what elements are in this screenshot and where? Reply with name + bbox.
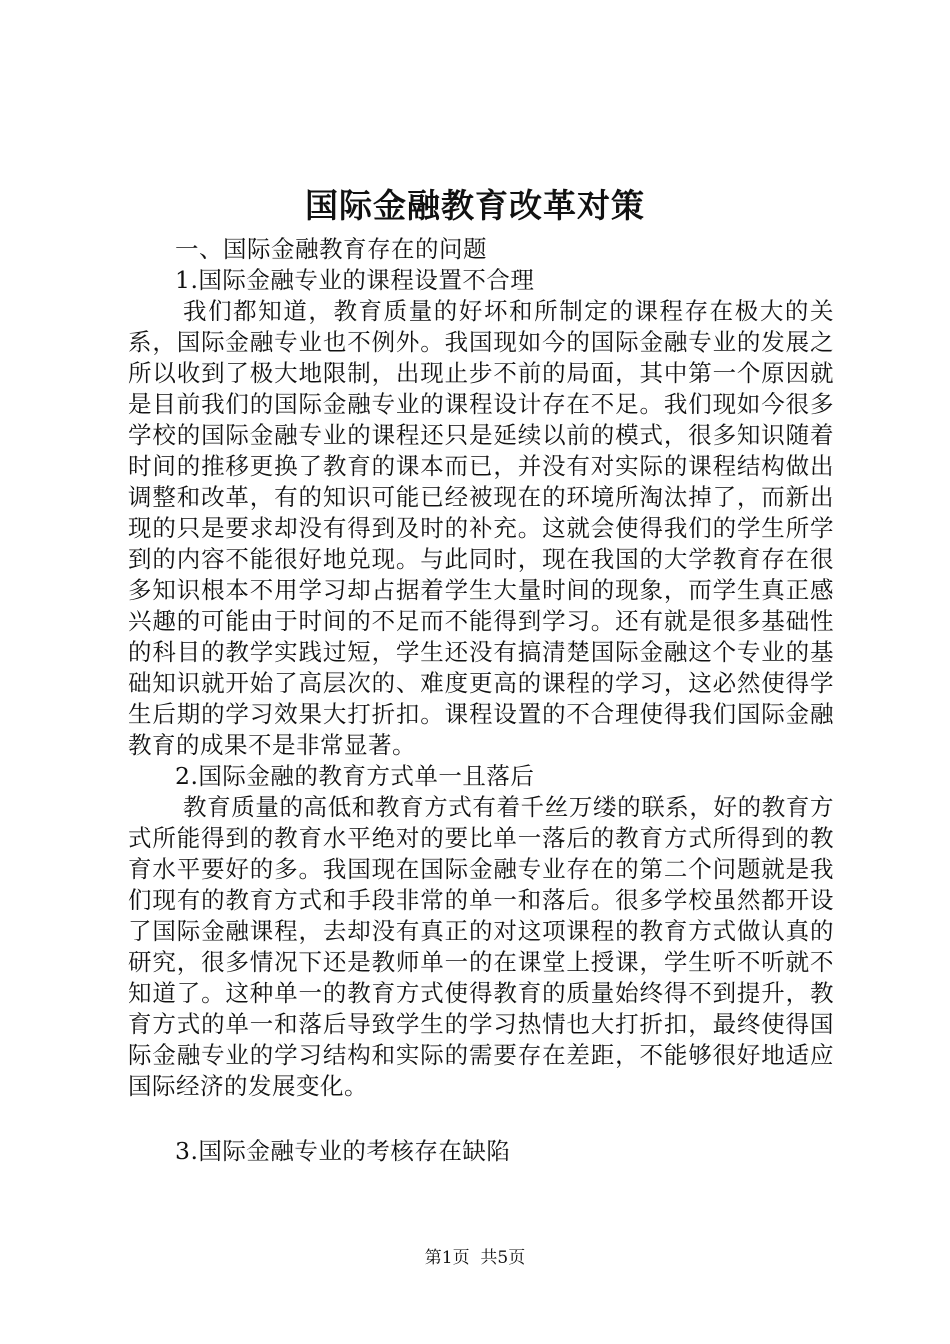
subsection-heading-1: 1.国际金融专业的课程设置不合理 xyxy=(175,266,535,294)
paragraph-1: 我们都知道，教育质量的好坏和所制定的课程存在极大的关系，国际金融专业也不例外。我国现如今的国际金融专业的发展之所以收到了极大地限制，出现止步不前的局面，其中第一个原因就是目前我们的国际金融专业的课程设计存在不足。我们现如今很多学校的国际金融专业的课程还只是延续以前的模式，很多知识随着时间的推移更换了教育的课本而已，并没有对实际的课程结构做出调整和改革，有的知识可能已经被现在的环境所淘汰掉了，而新出现的只是要求却没有得到及时的补充。这就会使得我们的学生所学到的内容不能很好地兑现。与此同时，现在我国的大学教育存在很多知识根本不用学习却占据着学生大量时间的现象，而学生真正感兴趣的可能由于时间的不足而不能得到学习。还有就是很多基础性的科目的教学实践过短，学生还没有搞清楚国际金融这个专业的基础知识就开始了高层次的、难度更高的课程的学习，这必然使得学生后期的学习效果大打折扣。课程设置的不合理使得我们国际金融教育的成果不是非常显著。 xyxy=(128,297,834,759)
paragraph-2: 教育质量的高低和教育方式有着千丝万缕的联系，好的教育方式所能得到的教育水平绝对的要比单一落后的教育方式所得到的教育水平要好的多。我国现在国际金融专业存在的第二个问题就是我们现有的教育方式和手段非常的单一和落后。很多学校虽然都开设了国际金融课程，去却没有真正的对这项课程的教育方式做认真的研究，很多情况下还是教师单一的在课堂上授课，学生听不听就不知道了。这种单一的教育方式使得教育的质量始终得不到提升，教育方式的单一和落后导致学生的学习热情也大打折扣，最终使得国际金融专业的学习结构和实际的需要存在差距，不能够很好地适应国际经济的发展变化。 xyxy=(128,793,834,1100)
subsection-heading-3: 3.国际金融专业的考核存在缺陷 xyxy=(175,1137,511,1165)
section-heading-1: 一、国际金融教育存在的问题 xyxy=(175,235,487,263)
document-title: 国际金融教育改革对策 xyxy=(305,186,645,225)
document-body xyxy=(128,234,834,1167)
subsection-heading-2: 2.国际金融的教育方式单一且落后 xyxy=(175,762,535,790)
page-number: 第1页 共5页 xyxy=(424,1248,526,1268)
page-footer xyxy=(0,1246,950,1270)
paragraph-spacer xyxy=(128,1102,834,1136)
